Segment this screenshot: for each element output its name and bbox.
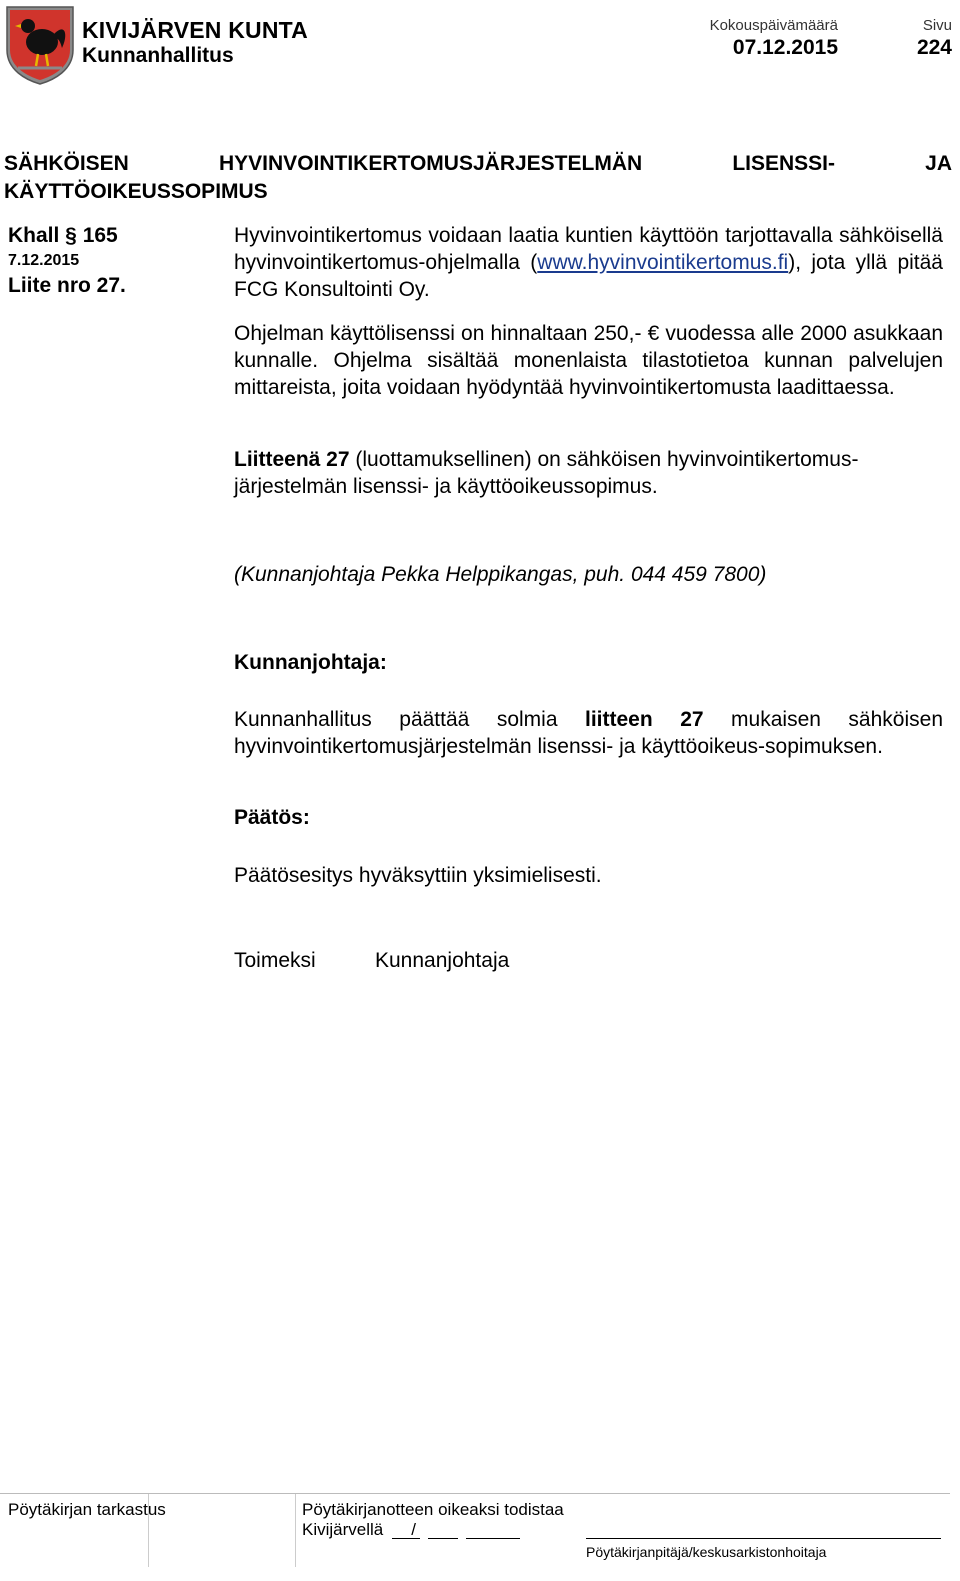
attachment-number: Liite nro 27.	[8, 274, 126, 297]
footer-place	[302, 1520, 416, 1540]
attachment-ref: Liitteenä 27	[234, 448, 350, 471]
action-label: Toimeksi	[234, 949, 316, 972]
intro-text-end: ), jota yllä pitää FCG Konsultointi Oy.	[234, 251, 943, 301]
website-link[interactable]: www.hyvinvointikertomus.fi	[537, 251, 789, 274]
footer-day-line	[392, 1538, 420, 1539]
paragraph-attachment	[234, 446, 943, 500]
action-value: Kunnanjohtaja	[375, 949, 510, 972]
section-number: Khall § 165	[8, 224, 118, 247]
paragraph-license-price: Ohjelman käyttölisenssi on hinnaltaan 250,- € vuodessa alle 2000 asukkaan kunnalle. Ohjelma sisältää monenlaista tilastotietoa kunnan palvelujen mittareista, joita voidaan hyödyntää hyvinvointikertomusta laadittaessa.	[234, 322, 943, 399]
proposal-end: mukaisen sähköisen hyvinvointikertomusjärjestelmän lisenssi- ja käyttöoikeus-sopimuksen.	[234, 708, 943, 758]
page-label: Sivu	[922, 17, 952, 34]
org-unit: Kunnanhallitus	[82, 44, 234, 67]
proposal-heading: Kunnanjohtaja:	[234, 651, 387, 674]
footer-year-line	[466, 1538, 520, 1539]
page-number: 224	[916, 36, 952, 59]
intro-text: Hyvinvointikertomus voidaan laatia kuntien käyttöön tarjottavalla sähköisellä hyvinvointikertomus-ohjelmalla (	[234, 224, 943, 274]
attachment-text: (luottamuksellinen) on sähköisen hyvinvointikertomus-järjestelmän lisenssi- ja käyttöoikeussopimus.	[234, 448, 859, 498]
proposal-start: Kunnanhallitus päättää solmia	[234, 708, 586, 731]
footer-signature-line	[586, 1538, 941, 1539]
document-title: SÄHKÖISEN HYVINVOINTIKERTOMUSJÄRJESTELMÄN LISENSSI- JA KÄYTTÖOIKEUSSOPIMUS	[4, 152, 952, 203]
municipal-crest-icon	[4, 4, 76, 86]
decision-heading: Päätös:	[234, 806, 310, 829]
footer-review-label: Pöytäkirjan tarkastus	[8, 1500, 166, 1519]
footer-signature-cell	[150, 1494, 296, 1567]
proposal-text	[234, 706, 943, 760]
footer-signer-role: Pöytäkirjanpitäjä/keskusarkistonhoitaja	[586, 1544, 827, 1560]
action-row	[234, 947, 943, 974]
paragraph-intro	[234, 222, 943, 303]
footer-certify-label: Pöytäkirjanotteen oikeaksi todistaa	[302, 1500, 564, 1519]
decision-text: Päätösesitys hyväksyttiin yksimielisesti.	[234, 864, 602, 887]
section-reference	[8, 222, 178, 300]
footer-month-line	[428, 1538, 458, 1539]
org-name: KIVIJÄRVEN KUNTA	[82, 17, 308, 43]
meeting-date-value: 07.12.2015	[732, 36, 838, 59]
footer-place-name: Kivijärvellä	[302, 1520, 384, 1539]
meeting-date-label: Kokouspäivämäärä	[709, 17, 838, 34]
section-date: 7.12.2015	[8, 252, 80, 269]
preparer-info: (Kunnanjohtaja Pekka Helppikangas, puh. 044 459 7800)	[234, 563, 767, 586]
footer-date-sep: /	[411, 1520, 416, 1539]
proposal-attachment-ref: liitteen 27	[585, 708, 704, 731]
